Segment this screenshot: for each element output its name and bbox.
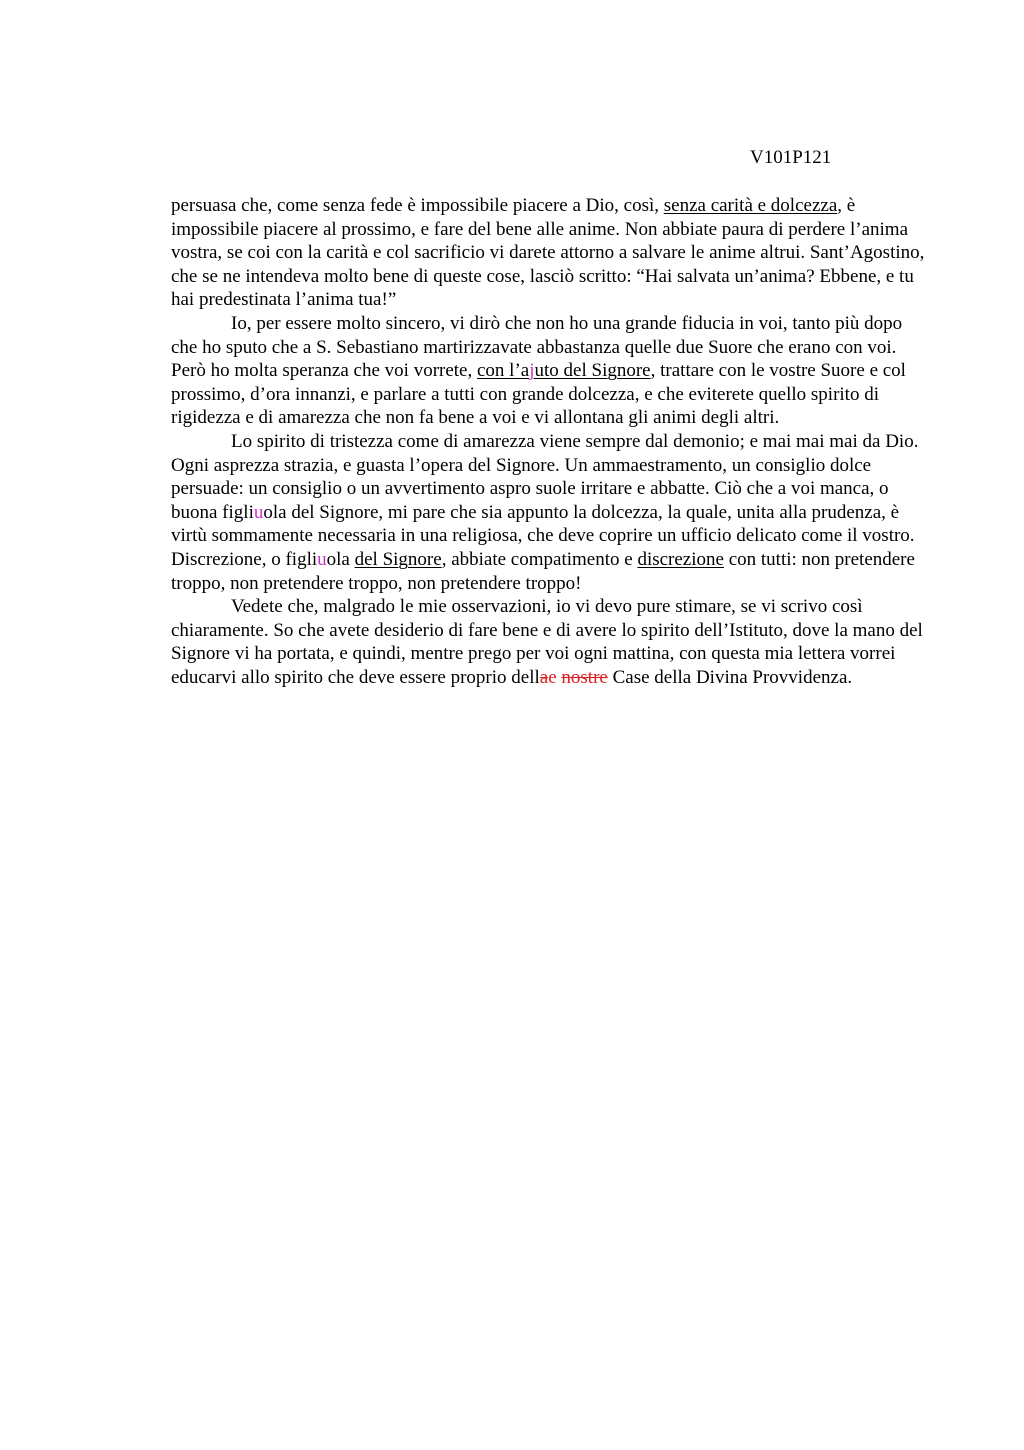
underlined-text: del Signore [354, 548, 442, 570]
page-id: V101P121 [750, 147, 832, 168]
letter-body [171, 194, 931, 689]
inserted-letter: j [529, 360, 535, 382]
inserted-letter: u [317, 548, 327, 570]
text-run: , trattare con le vostre Suore e col prossimo, d’ora innanzi, e parlare a tutti con grande dolcezza, e che eviterete quello spirito di rigidezza e di amarezza che non fa bene a voi e vi allontana gli animi degli altri. [171, 360, 906, 429]
paragraph-1 [171, 194, 931, 312]
text-run: con l’a [477, 360, 530, 382]
text-run: , abbiate compatimento e [441, 548, 638, 570]
text-run: ola [326, 548, 355, 570]
paragraph-2 [171, 312, 931, 430]
text-run: uto del Signore [534, 360, 651, 382]
paragraph-3 [171, 430, 931, 595]
text-run: , è impossibile piacere al prossimo, e fare del bene alle anime. Non abbiate paura di perdere l’anima vostra, se coi con la carità e col sacrificio vi darete attorno a salvare le anime altrui. Sant’Agostino, che se ne intendeva molto bene di queste cose, lasciò scritto: “Hai salvata un’anima? Ebbene, e tu hai predestinata l’anima tua!” [171, 195, 925, 311]
text-run: Case della Divina Provvidenza. [607, 666, 853, 688]
underlined-text [477, 360, 651, 381]
text-run: con tutti: non pretendere troppo, non pretendere troppo, non pretendere troppo! [171, 548, 915, 594]
paragraph-4 [171, 595, 931, 689]
text-run: Lo spirito di tristezza come di amarezza viene sempre dal demonio; e mai mai mai da Dio. Ogni asprezza strazia, e guasta l’opera del Signore. Un ammaestramento, un consiglio dolce persuade: un consiglio o un avvertimento aspro suole irritare e abbatte. Ciò che a voi manca, o buona figli [171, 430, 919, 523]
text-run: Io, per essere molto sincero, vi dirò che non ho una grande fiducia in voi, tanto più dopo che ho sputo che a S. Sebastiano martirizzavate abbastanza quelle due Suore che erano con voi. Però ho molta speranza che voi vorrete, [171, 312, 903, 382]
text-run: Vedete che, malgrado le mie osservazioni, io vi devo pure stimare, se vi scrivo così chiaramente. So che avete desiderio di fare bene e di avere lo spirito dell’Istituto, dove la mano del Signore vi ha portata, e quindi, mentre prego per voi ogni mattina, con questa mia lettera vorrei educarvi allo spirito che deve essere proprio dell [171, 596, 923, 688]
deleted-word: nostre [561, 666, 608, 688]
deleted-letter: a [539, 666, 549, 688]
text-run: ola del Signore, mi pare che sia appunto la dolcezza, la quale, unita alla prudenza, è virtù sommamente necessaria in una religiosa, che deve coprire un ufficio delicato come il vostro. Discrezione, o figli [171, 501, 915, 570]
inserted-letter: e [548, 666, 557, 688]
text-run: persuasa che, come senza fede è impossibile piacere a Dio, così, [171, 195, 664, 216]
underlined-text: senza carità e dolcezza [663, 195, 838, 216]
underlined-text: discrezione [637, 548, 724, 570]
inserted-letter: u [253, 501, 264, 523]
